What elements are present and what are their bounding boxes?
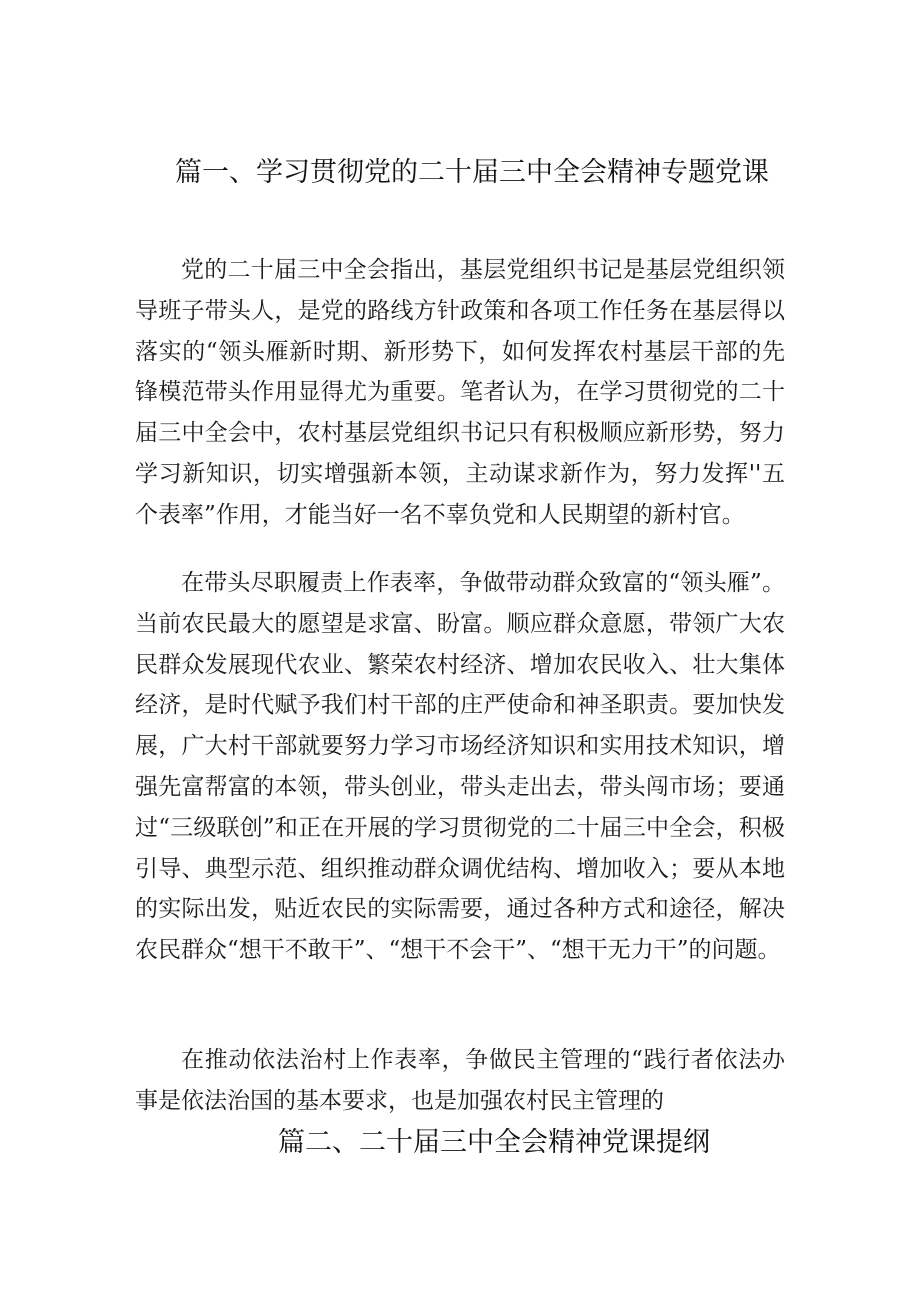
paragraph-1 [135, 250, 785, 536]
paragraph-3 [135, 1040, 785, 1122]
paragraph-text: 在推动依法治村上作表率，争做民主管理的“践行者依法办事是依法治国的基本要求，也是加强农村民主管理的 [135, 1047, 785, 1114]
paragraph-2 [135, 563, 785, 971]
paragraph-text: 在带头尽职履责上作表率，争做带动群众致富的“领头雁”。当前农民最大的愿望是求富、盼富。顺应群众意愿，带领广大农民群众发展现代农业、繁荣农村经济、增加农民收入、壮大集体经济，是时代赋予我们村干部的庄严使命和神圣职责。要加快发展，广大村干部就要努力学习市场经济知识和实用技术知识，增强先富帮富的本领，带头创业，带头走出去，带头闯市场；要通过“三级联创”和正在开展的学习贯彻党的二十届三中全会，积极引导、典型示范、组织推动群众调优结构、增加收入；要从本地的实际出发，贴近农民的实际需要，通过各种方式和途径，解决农民群众“想干不敢干”、“想干不会干”、“想干无力干”的问题。 [135, 570, 785, 964]
paragraph-text: 党的二十届三中全会指出，基层党组织书记是基层党组织领导班子带头人，是党的路线方针政策和各项工作任务在基层得以落实的“领头雁新时期、新形势下，如何发挥农村基层干部的先锋模范带头作用显得尤为重要。笔者认为，在学习贯彻党的二十届三中全会中，农村基层党组织书记只有积极顺应新形势，努力学习新知识，切实增强新本领，主动谋求新作为，努力发挥''五个表率”作用，才能当好一名不辜负党和人民期望的新村官。 [135, 257, 785, 528]
section-title-1: 篇一、学习贯彻党的二十届三中全会精神专题党课 [175, 157, 769, 188]
section-title-2: 篇二、二十届三中全会精神党课提纲 [278, 1127, 710, 1158]
